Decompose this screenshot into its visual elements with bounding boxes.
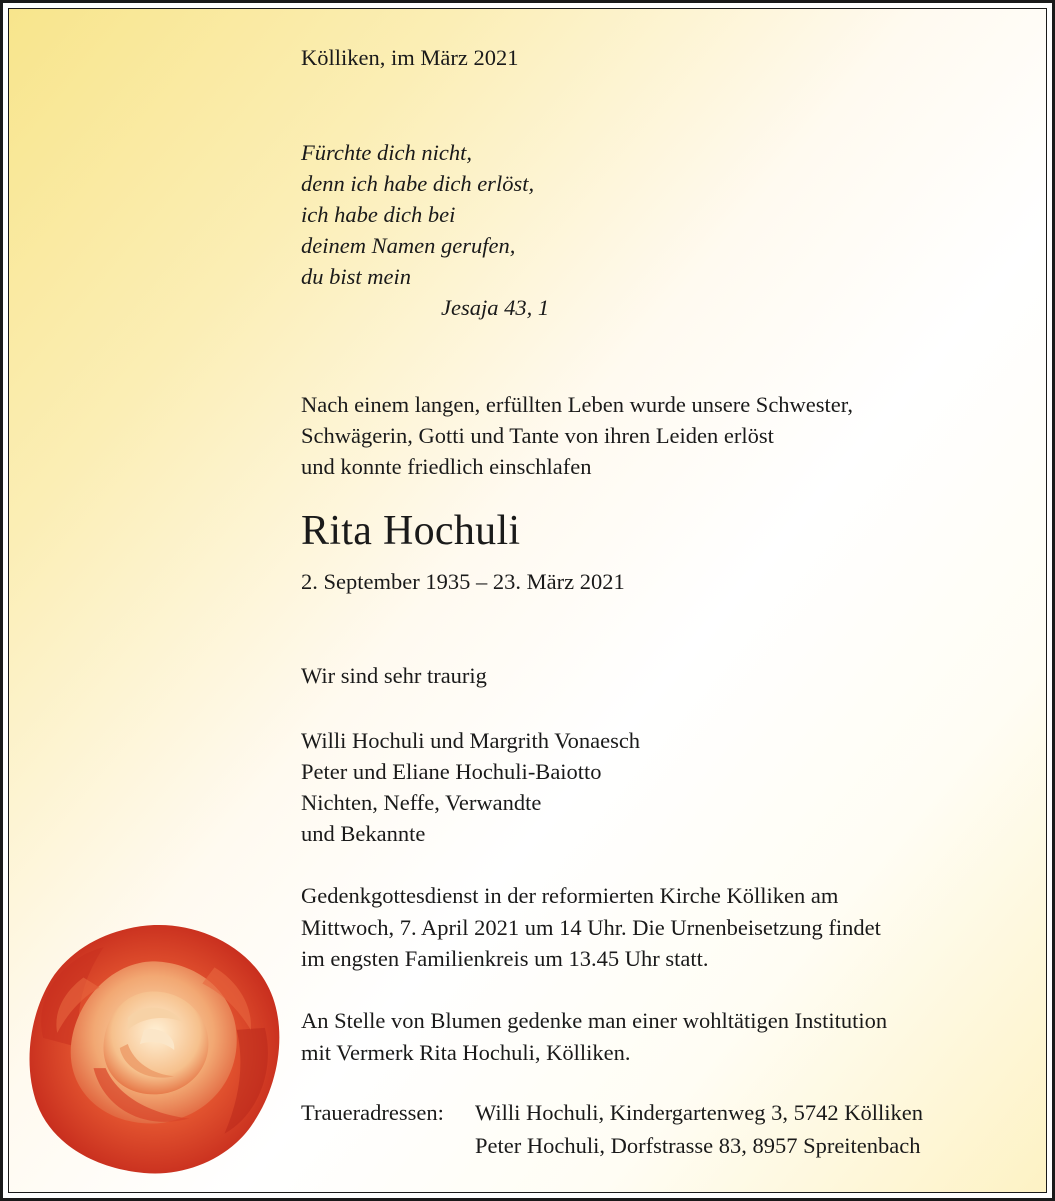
mourners-list [301,725,640,849]
obituary-card [8,8,1047,1193]
verse-line: du bist mein [301,264,411,289]
verse-line: Fürchte dich nicht, [301,140,472,165]
dateline: Kölliken, im März 2021 [301,45,519,70]
addresses-label: Traueradressen: [301,1100,444,1125]
address-entry: Willi Hochuli, Kindergartenweg 3, 5742 Kölliken [475,1100,923,1125]
address-row [301,1096,923,1129]
verse-line: deinem Namen gerufen, [301,233,516,258]
rose-icon [23,917,285,1179]
verse-line: denn ich habe dich erlöst, [301,171,535,196]
mourner-line: Nichten, Neffe, Verwandte [301,790,542,815]
deceased-name: Rita Hochuli [301,508,521,554]
mourning-addresses [301,1096,923,1162]
mourner-line: Willi Hochuli und Margrith Vonaesch [301,728,641,753]
intro-line: Nach einem langen, erfüllten Leben wurde unsere Schwester, [301,392,853,417]
intro-text [301,389,853,482]
donation-line: mit Vermerk Rita Hochuli, Kölliken. [301,1039,631,1065]
grief-statement: Wir sind sehr traurig [301,663,487,688]
address-row [301,1129,923,1162]
service-info [301,880,881,975]
intro-line: und konnte friedlich einschlafen [301,454,592,479]
service-line: Gedenkgottesdienst in der reformierten Kirche Kölliken am [301,883,839,908]
verse-reference: Jesaja 43, 1 [441,295,550,320]
intro-line: Schwägerin, Gotti und Tante von ihren Leiden erlöst [301,423,774,448]
mourner-line: Peter und Eliane Hochuli-Baiotto [301,759,602,784]
address-entry: Peter Hochuli, Dorfstrasse 83, 8957 Spreitenbach [475,1133,921,1158]
service-line: im engsten Familienkreis um 13.45 Uhr statt. [301,946,709,971]
bible-verse [301,137,549,323]
verse-line: ich habe dich bei [301,202,456,227]
life-dates: 2. September 1935 – 23. März 2021 [301,569,625,594]
donation-line: An Stelle von Blumen gedenke man einer wohltätigen Institution [301,1008,888,1033]
donation-note [301,1005,887,1068]
mourner-line: und Bekannte [301,821,426,846]
service-line: Mittwoch, 7. April 2021 um 14 Uhr. Die Urnenbeisetzung findet [301,914,881,940]
